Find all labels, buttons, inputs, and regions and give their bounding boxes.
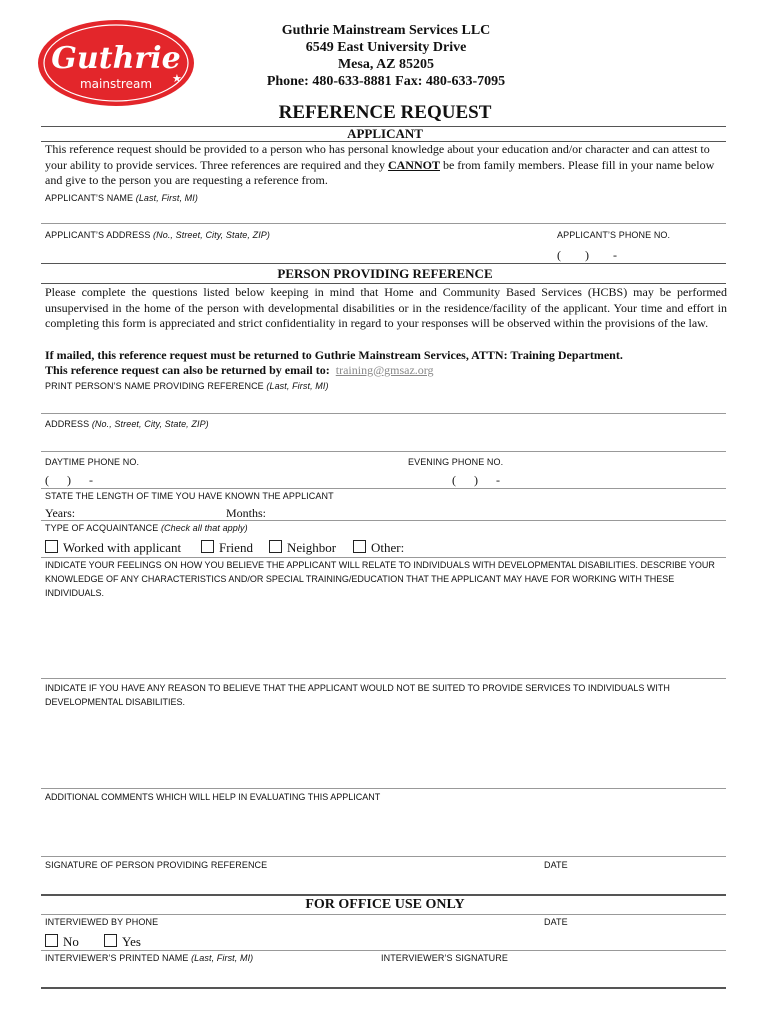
evening-phone-field[interactable]: ( ) - [452, 473, 500, 487]
logo-sub-text: mainstream [79, 77, 153, 91]
divider [41, 520, 726, 521]
checkbox-worked-with[interactable]: Worked with applicant [45, 540, 181, 556]
checkbox-icon[interactable] [104, 934, 117, 947]
reference-name-field[interactable] [41, 413, 726, 414]
reference-address-label: ADDRESS (No., Street, City, State, ZIP) [45, 419, 209, 429]
company-header [226, 22, 546, 90]
company-street: 6549 East University Drive [305, 40, 467, 55]
daytime-phone-field[interactable]: ( ) - [45, 473, 93, 487]
months-field[interactable]: Months: [226, 506, 267, 520]
intro-cannot: CANNOT [387, 157, 440, 172]
signature-label: SIGNATURE OF PERSON PROVIDING REFERENCE [45, 860, 268, 870]
question-3: ADDITIONAL COMMENTS WHICH WILL HELP IN EVALUATING THIS APPLICANT [45, 792, 381, 802]
applicant-intro [45, 142, 727, 189]
applicant-phone-label: APPLICANT’S PHONE NO. [557, 230, 671, 240]
applicant-name-label: APPLICANT’S NAME (Last, First, MI) [45, 193, 198, 203]
guthrie-logo [36, 18, 196, 108]
company-city: Mesa, AZ 85205 [337, 57, 435, 72]
checkbox-icon[interactable] [269, 540, 282, 553]
years-field[interactable]: Years: [45, 506, 76, 520]
checkbox-other[interactable]: Other: [353, 540, 404, 556]
company-phone-fax: Phone: 480-633-8881 Fax: 480-633-7095 [266, 74, 506, 89]
acquaintance-label: TYPE OF ACQUAINTANCE (Check all that apply) [45, 523, 248, 533]
star-icon: ★ [172, 73, 182, 85]
checkbox-icon[interactable] [353, 540, 366, 553]
logo-main-text: Guthrie [51, 41, 181, 76]
office-date-label: DATE [544, 917, 568, 927]
interviewer-field[interactable] [41, 987, 726, 989]
signature-field[interactable] [41, 894, 726, 896]
question-2: INDICATE IF YOU HAVE ANY REASON TO BELIEVE THAT THE APPLICANT WOULD NOT BE SUITED TO PROVIDE SERVICES TO INDIVIDUALS WITH DEVELOPMENTAL DISABILITIES. [45, 683, 670, 707]
applicant-phone-mask: ( ) - [557, 248, 617, 262]
interviewed-label: INTERVIEWED BY PHONE [45, 917, 159, 927]
question-1: INDICATE YOUR FEELINGS ON HOW YOU BELIEVE THE APPLICANT WILL RELATE TO INDIVIDUALS WITH DEVELOPMENTAL DISABILITIES. DESCRIBE YOUR KNOWLEDGE OF ANY CHARACTERISTICS AND/OR SPECIAL TRAINING/EDUCATION THAT THE APPLICANT MAY HAVE FOR WORKING WITH THESE INDIVIDUALS. [45, 560, 715, 598]
question-1-answer-area[interactable] [41, 678, 726, 679]
question-3-answer-area[interactable] [41, 856, 726, 857]
length-label: STATE THE LENGTH OF TIME YOU HAVE KNOWN THE APPLICANT [45, 491, 334, 501]
divider [41, 950, 726, 951]
checkbox-yes[interactable]: Yes [104, 934, 141, 950]
reference-name-label: PRINT PERSON’S NAME PROVIDING REFERENCE (Last, First, MI) [45, 381, 329, 391]
email-link[interactable]: training@gmsaz.org [335, 363, 434, 377]
question-2-answer-area[interactable] [41, 788, 726, 789]
divider [41, 488, 726, 489]
reference-heading: PERSON PROVIDING REFERENCE [277, 266, 493, 281]
company-name: Guthrie Mainstream Services LLC [281, 23, 491, 38]
divider [41, 283, 726, 284]
email-note: This reference request can also be returned by email to: training@gmsaz.org [45, 363, 434, 377]
intro-text-2: be from family members. Please fill in your name below and give to the person you are requesting a reference from. [45, 157, 715, 187]
daytime-phone-label: DAYTIME PHONE NO. [45, 457, 140, 467]
evening-phone-label: EVENING PHONE NO. [408, 457, 504, 467]
mail-note: If mailed, this reference request must be returned to Guthrie Mainstream Services, ATTN: Training Department. [45, 348, 623, 362]
checkbox-icon[interactable] [45, 540, 58, 553]
divider [41, 914, 726, 915]
checkbox-friend[interactable]: Friend [201, 540, 253, 556]
reference-address-field[interactable] [41, 451, 726, 452]
checkbox-icon[interactable] [45, 934, 58, 947]
interviewer-signature-label: INTERVIEWER’S SIGNATURE [381, 953, 508, 963]
applicant-address-label: APPLICANT’S ADDRESS (No., Street, City, State, ZIP) [45, 230, 270, 240]
checkbox-no[interactable]: No [45, 934, 79, 950]
office-heading: FOR OFFICE USE ONLY [305, 897, 465, 912]
applicant-address-field[interactable] [41, 263, 726, 264]
checkbox-neighbor[interactable]: Neighbor [269, 540, 336, 556]
intro-text: This reference request should be provided to a person who has personal knowledge about your education and/or character and can attest to your ability to provide services. Three references are required and they [45, 142, 710, 172]
page-title: REFERENCE REQUEST [278, 102, 492, 123]
checkbox-icon[interactable] [201, 540, 214, 553]
applicant-name-field[interactable] [41, 223, 726, 224]
applicant-heading: APPLICANT [347, 126, 423, 141]
interviewer-name-label: INTERVIEWER’S PRINTED NAME (Last, First, MI) [45, 953, 254, 963]
reference-intro: Please complete the questions listed below keeping in mind that Home and Community Based Services (HCBS) may be performed unsupervised in the home of the person with developmental disabilities or in the residence/facility of the applicant. Your time and effort in completing this form is appreciated and strict confidentiality in regard to your responses will be observed within the provisions of the law. [45, 285, 727, 330]
date-label: DATE [544, 860, 568, 870]
